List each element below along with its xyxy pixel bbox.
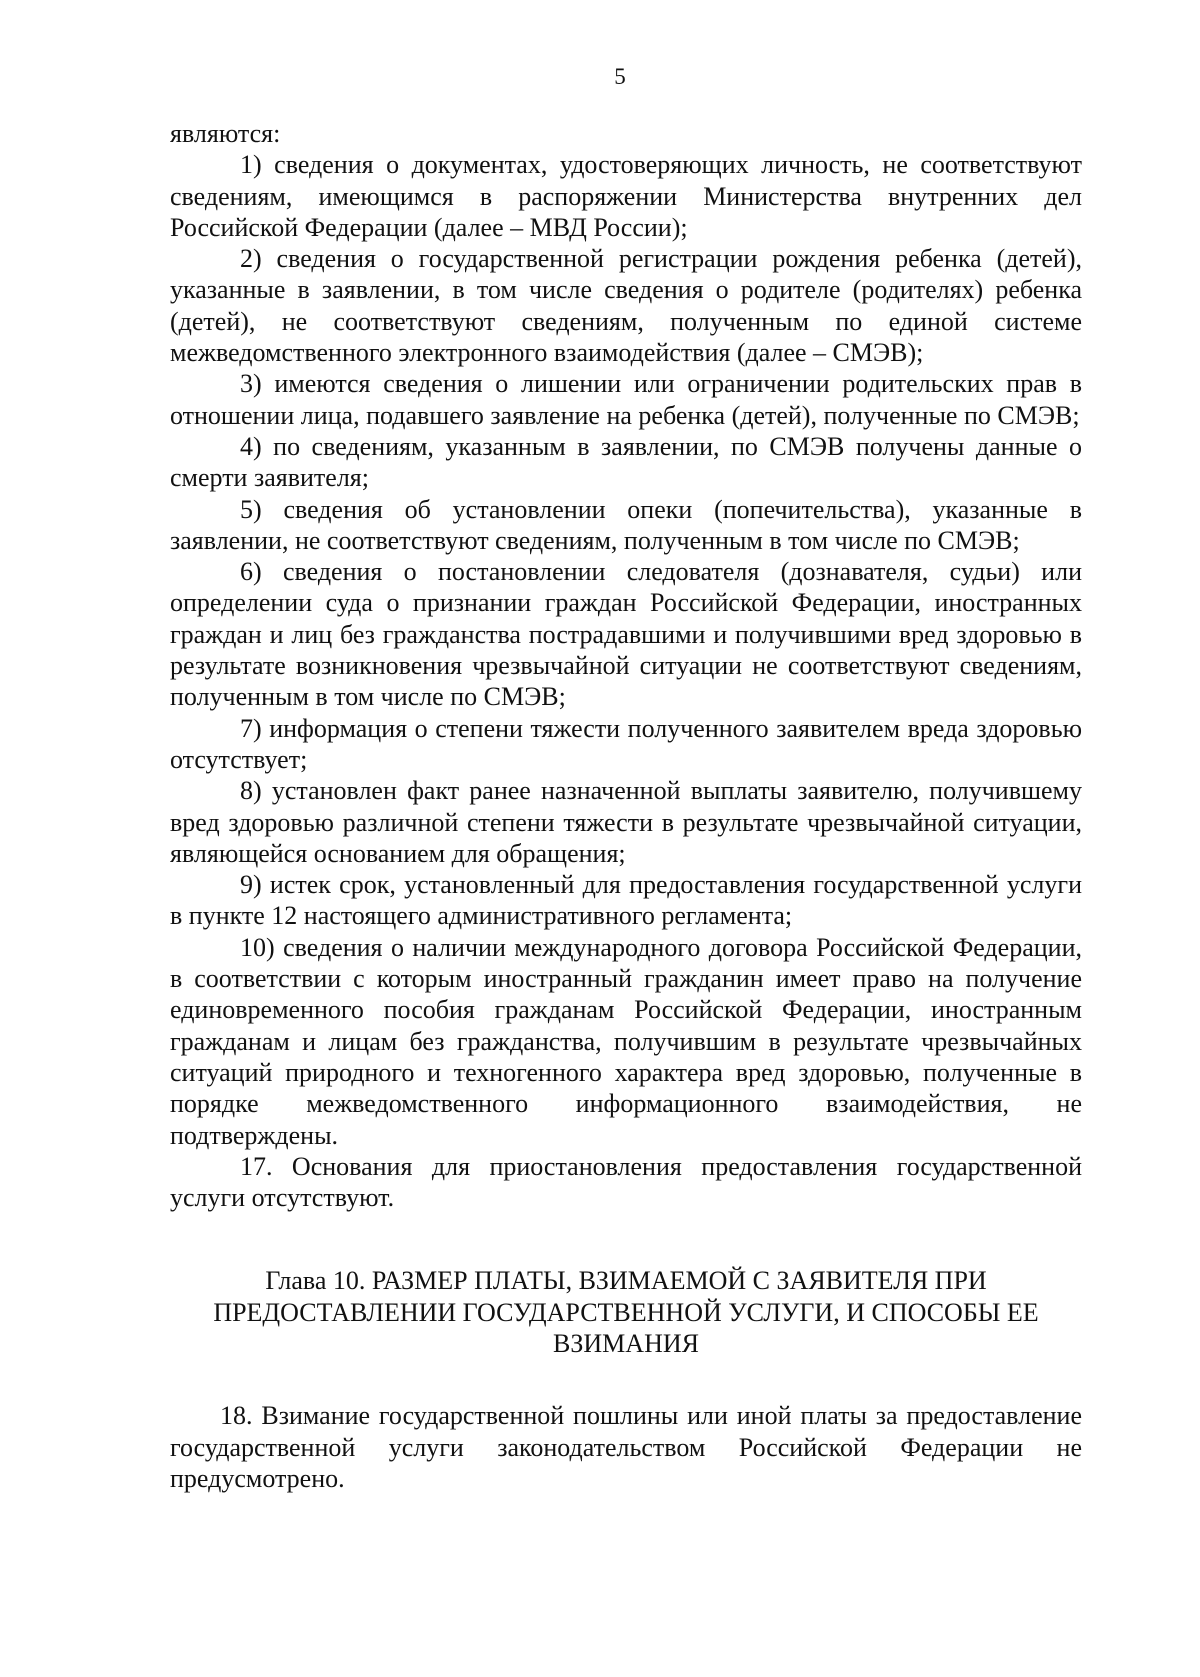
- chapter-heading-line-3: ВЗИМАНИЯ: [553, 1329, 699, 1358]
- list-item-2: 2) сведения о государственной регистрации рождения ребенка (детей), указанные в заявлении, в том числе сведения о родителе (родителях) ребенка (детей), не соответствуют сведениям, полученным по единой системе межведомственного электронного взаимодействия (далее – СМЭВ);: [170, 244, 1082, 368]
- list-item-8: 8) установлен факт ранее назначенной выплаты заявителю, получившему вред здоровью различной степени тяжести в результате чрезвычайной ситуации, являющейся основанием для обращения;: [170, 776, 1082, 868]
- list-item-10: 10) сведения о наличии международного договора Российской Федерации, в соответствии с которым иностранный гражданин имеет право на получение единовременного пособия гражданам Российской Федерации, иностранным гражданам и лицам без гражданства, получившим в результате чрезвычайных ситуаций природного и техногенного характера вред здоровью, полученные в порядке межведомственного информационного взаимодействия, не подтверждены.: [170, 932, 1082, 1150]
- intro-line: являются:: [170, 119, 281, 148]
- chapter-heading-line-2: ПРЕДОСТАВЛЕНИИ ГОСУДАРСТВЕННОЙ УСЛУГИ, И СПОСОБЫ ЕЕ: [213, 1297, 1039, 1327]
- list-item-4: 4) по сведениям, указанным в заявлении, по СМЭВ получены данные о смерти заявителя;: [170, 431, 1082, 493]
- clause-18: 18. Взимание государственной пошлины или иной платы за предоставление государственной услуги законодательством Российской Федерации не предусмотрено.: [170, 1401, 1082, 1493]
- list-item-5: 5) сведения об установлении опеки (попечительства), указанные в заявлении, не соответствуют сведениям, полученным в том числе по СМЭВ;: [170, 494, 1082, 555]
- document-body: [170, 118, 1082, 1213]
- closing-section: [170, 1400, 1082, 1495]
- list-item-1: 1) сведения о документах, удостоверяющих личность, не соответствуют сведениям, имеющимся в распоряжении Министерства внутренних дел Российской Федерации (далее – МВД России);: [170, 150, 1082, 242]
- list-item-9: 9) истек срок, установленный для предоставления государственной услуги в пункте 12 настоящего административного регламента;: [170, 870, 1082, 931]
- chapter-heading: [170, 1265, 1082, 1360]
- list-item-3: 3) имеются сведения о лишении или ограничении родительских прав в отношении лица, подавшего заявление на ребенка (детей), полученные по СМЭВ;: [170, 369, 1082, 430]
- chapter-heading-line-1: Глава 10. РАЗМЕР ПЛАТЫ, ВЗИМАЕМОЙ С ЗАЯВИТЕЛЯ ПРИ: [265, 1266, 987, 1295]
- page-number: 5: [614, 64, 626, 89]
- clause-17: 17. Основания для приостановления предоставления государственной услуги отсутствуют.: [170, 1151, 1082, 1213]
- list-item-6: 6) сведения о постановлении следователя (дознавателя, судьи) или определении суда о признании граждан Российской Федерации, иностранных граждан и лиц без гражданства пострадавшими и получившими вред здоровью в результате возникновения чрезвычайной ситуации не соответствуют сведениям, полученным в том числе по СМЭВ;: [170, 557, 1082, 712]
- list-item-7: 7) информация о степени тяжести полученного заявителем вреда здоровью отсутствует;: [170, 713, 1082, 774]
